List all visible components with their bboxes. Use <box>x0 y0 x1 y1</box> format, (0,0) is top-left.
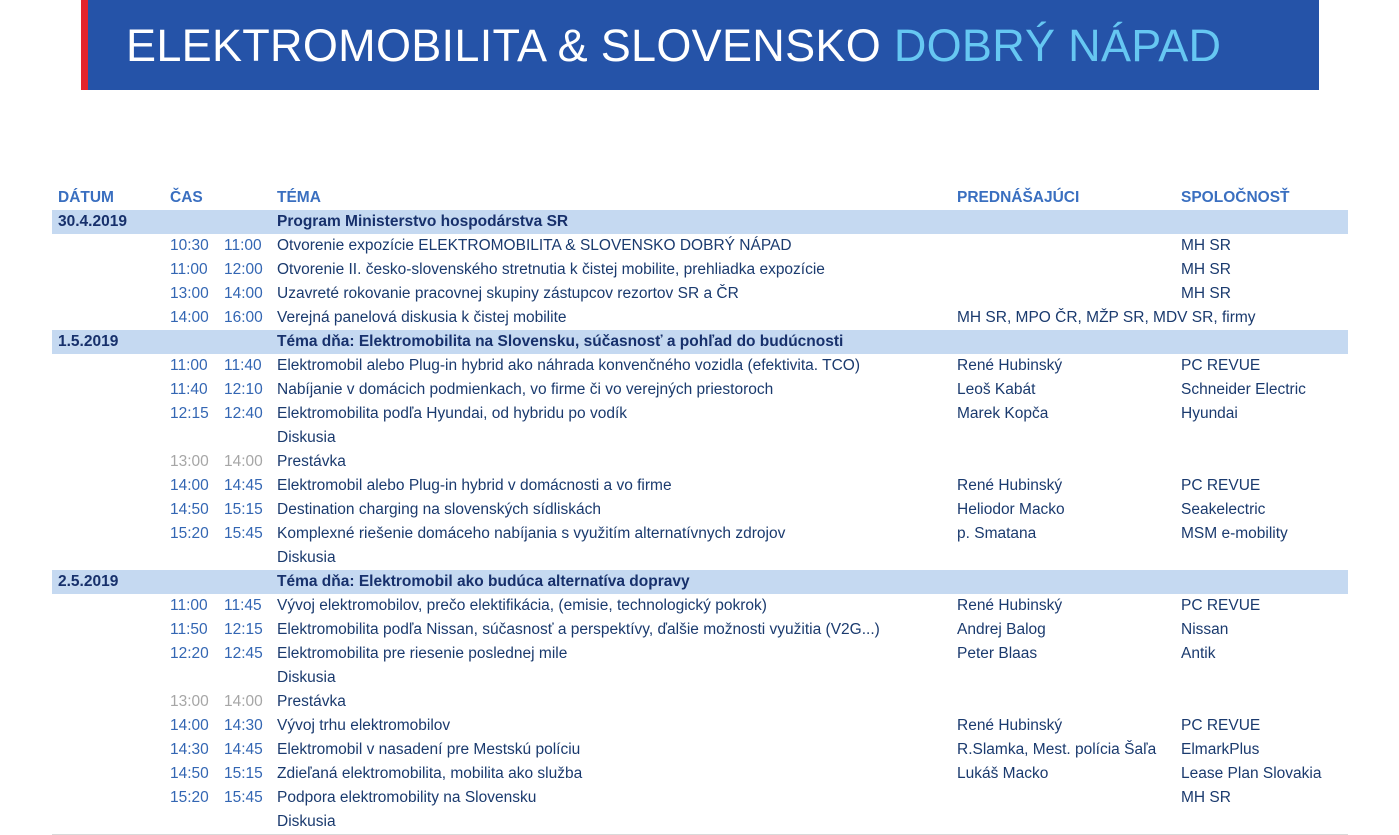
cell-topic: Destination charging na slovenských sídliskách <box>277 501 601 518</box>
cell-time-start: 14:50 <box>170 501 209 518</box>
cell-topic: Komplexné riešenie domáceho nabíjania s využitím alternatívnych zdrojov <box>277 525 786 542</box>
cell-time-start: 11:00 <box>170 357 208 374</box>
cell-topic: Elektromobilita pre riesenie poslednej mile <box>277 645 568 662</box>
table-row <box>52 282 1348 306</box>
header-speaker: PREDNÁŠAJÚCI <box>957 189 1080 206</box>
table-row <box>52 522 1348 546</box>
banner-title <box>126 18 1221 74</box>
cell-time-end: 12:45 <box>224 645 263 662</box>
day-header-row <box>52 330 1348 354</box>
cell-date: 2.5.2019 <box>58 573 119 590</box>
cell-company: ElmarkPlus <box>1181 741 1260 758</box>
header-date: DÁTUM <box>58 189 114 206</box>
cell-time-end: 14:00 <box>224 453 263 470</box>
cell-time-end: 15:45 <box>224 525 263 542</box>
cell-topic: Program Ministerstvo hospodárstva SR <box>277 213 569 230</box>
cell-company: Seakelectric <box>1181 501 1266 518</box>
cell-topic: Elektromobil alebo Plug-in hybrid ako náhrada konvenčného vozidla (efektivita. TCO) <box>277 357 860 374</box>
cell-time-start: 13:00 <box>170 453 209 470</box>
cell-time-start: 10:30 <box>170 237 209 254</box>
cell-time-start: 14:50 <box>170 765 209 782</box>
cell-topic: Vývoj elektromobilov, prečo elektifikácia, (emisie, technologický pokrok) <box>277 597 767 614</box>
cell-time-end: 15:45 <box>224 789 263 806</box>
cell-topic: Prestávka <box>277 453 346 470</box>
cell-time-end: 16:00 <box>224 309 263 326</box>
cell-topic: Prestávka <box>277 693 346 710</box>
cell-topic: Elektromobil alebo Plug-in hybrid v domácnosti a vo firme <box>277 477 672 494</box>
cell-company: MH SR <box>1181 789 1231 806</box>
header-topic: TÉMA <box>277 189 321 206</box>
day-header-row <box>52 570 1348 594</box>
cell-speaker: Heliodor Macko <box>957 501 1065 518</box>
table-row <box>52 474 1348 498</box>
table-row <box>52 738 1348 762</box>
cell-date: 30.4.2019 <box>58 213 127 230</box>
cell-time-end: 14:30 <box>224 717 263 734</box>
cell-speaker: p. Smatana <box>957 525 1037 542</box>
cell-time-start: 11:00 <box>170 597 208 614</box>
cell-company: MSM e-mobility <box>1181 525 1288 542</box>
cell-topic: Téma dňa: Elektromobilita na Slovensku, súčasnosť a pohľad do budúcnosti <box>277 333 844 350</box>
cell-topic: Elektromobil v nasadení pre Mestskú políciu <box>277 741 581 758</box>
cell-time-start: 12:20 <box>170 645 209 662</box>
cell-time-end: 14:45 <box>224 741 263 758</box>
cell-speaker: Andrej Balog <box>957 621 1046 638</box>
cell-topic: Otvorenie II. česko-slovenského stretnutia k čistej mobilite, prehliadka expozície <box>277 261 825 278</box>
cell-speaker: Peter Blaas <box>957 645 1038 662</box>
cell-topic: Zdieľaná elektromobilita, mobilita ako služba <box>277 765 583 782</box>
cell-company: Hyundai <box>1181 405 1238 422</box>
cell-company: PC REVUE <box>1181 597 1261 614</box>
cell-topic: Diskusia <box>277 549 336 566</box>
cell-time-end: 14:00 <box>224 693 263 710</box>
cell-speaker: René Hubinský <box>957 597 1063 614</box>
cell-time-end: 12:15 <box>224 621 263 638</box>
banner-title-highlight: DOBRÝ NÁPAD <box>893 20 1222 71</box>
cell-time-start: 15:20 <box>170 525 209 542</box>
cell-time-start: 14:00 <box>170 309 209 326</box>
cell-topic: Otvorenie expozície ELEKTROMOBILITA & SLOVENSKO DOBRÝ NÁPAD <box>277 237 792 254</box>
header-time: ČAS <box>170 189 203 206</box>
cell-time-start: 14:00 <box>170 717 209 734</box>
cell-time-end: 15:15 <box>224 765 263 782</box>
cell-company: MH SR <box>1181 237 1231 254</box>
table-row <box>52 786 1348 810</box>
cell-topic: Elektromobilita podľa Nissan, súčasnosť a perspektívy, ďalšie možnosti využitia (V2G...) <box>277 621 880 638</box>
cell-time-start: 14:00 <box>170 477 209 494</box>
cell-time-end: 12:40 <box>224 405 263 422</box>
cell-company: Nissan <box>1181 621 1229 638</box>
table-row <box>52 714 1348 738</box>
cell-speaker: R.Slamka, Mest. polícia Šaľa <box>957 741 1157 758</box>
cell-topic: Diskusia <box>277 813 336 830</box>
program-table <box>52 186 1348 835</box>
table-row <box>52 810 1348 835</box>
cell-speaker: Lukáš Macko <box>957 765 1049 782</box>
table-row <box>52 546 1348 570</box>
cell-company: MH SR <box>1181 261 1231 278</box>
cell-company: PC REVUE <box>1181 477 1261 494</box>
cell-topic: Diskusia <box>277 669 336 686</box>
table-row <box>52 762 1348 786</box>
table-row <box>52 402 1348 426</box>
table-row <box>52 666 1348 690</box>
table-row <box>52 426 1348 450</box>
table-row <box>52 306 1348 330</box>
cell-topic: Elektromobilita podľa Hyundai, od hybridu po vodík <box>277 405 628 422</box>
table-row <box>52 354 1348 378</box>
cell-speaker: René Hubinský <box>957 477 1063 494</box>
cell-company: Schneider Electric <box>1181 381 1306 398</box>
cell-date: 1.5.2019 <box>58 333 119 350</box>
cell-topic: Diskusia <box>277 429 336 446</box>
cell-topic: Nabíjanie v domácich podmienkach, vo firme či vo verejných priestoroch <box>277 381 774 398</box>
table-row <box>52 258 1348 282</box>
cell-topic: Podpora elektromobility na Slovensku <box>277 789 537 806</box>
cell-company: PC REVUE <box>1181 717 1261 734</box>
cell-speaker: MH SR, MPO ČR, MŽP SR, MDV SR, firmy <box>957 309 1256 326</box>
cell-time-start: 12:15 <box>170 405 209 422</box>
table-row <box>52 378 1348 402</box>
table-row <box>52 234 1348 258</box>
cell-time-end: 15:15 <box>224 501 263 518</box>
cell-speaker: René Hubinský <box>957 357 1063 374</box>
cell-topic: Vývoj trhu elektromobilov <box>277 717 451 734</box>
cell-time-end: 14:00 <box>224 285 263 302</box>
cell-company: PC REVUE <box>1181 357 1261 374</box>
cell-time-start: 11:00 <box>170 261 208 278</box>
cell-company: MH SR <box>1181 285 1231 302</box>
cell-time-start: 13:00 <box>170 693 209 710</box>
cell-topic: Verejná panelová diskusia k čistej mobilite <box>277 309 567 326</box>
cell-time-end: 12:00 <box>224 261 263 278</box>
cell-company: Lease Plan Slovakia <box>1181 765 1322 782</box>
table-row <box>52 594 1348 618</box>
table-row <box>52 618 1348 642</box>
cell-time-start: 14:30 <box>170 741 209 758</box>
cell-time-end: 12:10 <box>224 381 263 398</box>
header-company: SPOLOČNOSŤ <box>1181 189 1290 206</box>
day-header-row <box>52 210 1348 234</box>
cell-time-end: 11:45 <box>224 597 262 614</box>
cell-topic: Téma dňa: Elektromobil ako budúca alternatíva dopravy <box>277 573 690 590</box>
table-row <box>52 450 1348 474</box>
cell-time-start: 15:20 <box>170 789 209 806</box>
table-header-row <box>52 186 1348 210</box>
cell-time-end: 11:00 <box>224 237 262 254</box>
cell-topic: Uzavreté rokovanie pracovnej skupiny zástupcov rezortov SR a ČR <box>277 285 739 302</box>
cell-time-start: 11:40 <box>170 381 208 398</box>
table-row <box>52 642 1348 666</box>
cell-speaker: Marek Kopča <box>957 405 1049 422</box>
cell-company: Antik <box>1181 645 1216 662</box>
table-row <box>52 498 1348 522</box>
table-row <box>52 690 1348 714</box>
header-banner <box>81 0 1319 90</box>
cell-speaker: René Hubinský <box>957 717 1063 734</box>
cell-time-start: 13:00 <box>170 285 209 302</box>
cell-time-start: 11:50 <box>170 621 208 638</box>
cell-time-end: 11:40 <box>224 357 262 374</box>
cell-time-end: 14:45 <box>224 477 263 494</box>
banner-title-main: ELEKTROMOBILITA & SLOVENSKO <box>126 20 881 71</box>
cell-speaker: Leoš Kabát <box>957 381 1036 398</box>
